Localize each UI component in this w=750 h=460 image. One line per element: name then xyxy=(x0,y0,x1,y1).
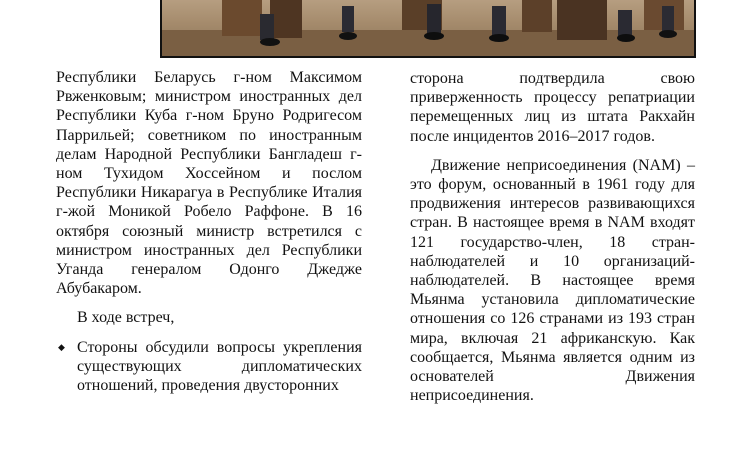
bullet-item xyxy=(56,338,362,396)
right-column xyxy=(410,69,695,405)
paragraph: Республики Беларусь г-ном Максимом Рвженковым; министром иностранных дел Республики Куба г-ном Бруно Родригесом Паррильей; советником по иностранным делам Народной Республики Бангладеш г-ном Тухидом Хоссейном и послом Республики Никарагуа в Республике Италия г-жой Моникой Робело Раффоне. В 16 октября союзный министр встретился с министром иностранных дел Республики Уганда генералом Одонго Джедже Абубакаром. xyxy=(56,69,362,298)
meeting-photo xyxy=(160,0,696,58)
left-column xyxy=(56,68,362,395)
photo-illustration xyxy=(162,0,694,56)
paragraph: В ходе встреч, xyxy=(77,309,175,327)
bullet-text: Стороны обсудили вопросы укрепления существующих дипломатических отношений, проведения двусторонних xyxy=(77,338,362,395)
paragraph: Движение неприсоединения (NAM) – это форум, основанный в 1961 году для продвижения интересов развивающихся стран. В настоящее время в NAM входят 121 государство-член, 18 стран-наблюдателей и 10 организаций-наблюдателей. В настоящее время Мьянма установила дипломатические отношения со 126 странами из 193 стран мира, включая 21 африканскую. Как сообщается, Мьянма является одним из основателей Движения неприсоединения. xyxy=(410,156,695,405)
paragraph: сторона подтвердила свою приверженность процессу репатриации перемещенных лиц из штата Ракхайн после инцидентов 2016–2017 годов. xyxy=(410,70,695,145)
bullet-diamond-icon: ◆ xyxy=(58,341,65,352)
